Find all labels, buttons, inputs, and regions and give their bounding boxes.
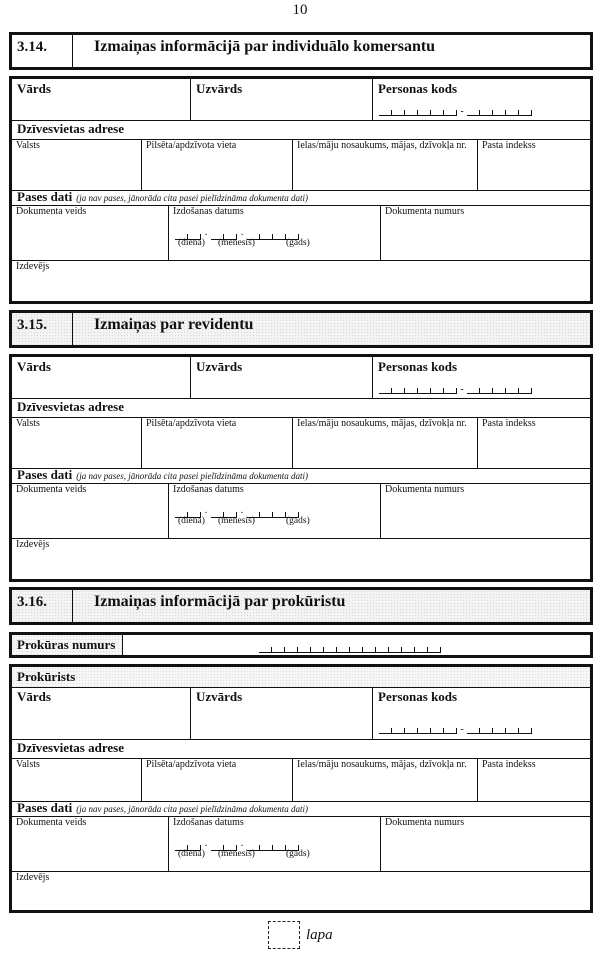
day-label: (diena) [178,238,205,248]
first-name-field[interactable] [12,357,190,398]
passport-label: Pases dati [17,467,73,482]
passport-label: Pases dati [17,189,73,204]
document-type-field[interactable] [12,816,168,871]
personal-code-label: Personas kods [378,359,458,374]
sheet-number-box[interactable] [268,921,300,949]
document-row [12,205,590,261]
procuration-number-field[interactable] [123,635,590,655]
page-number: 10 [292,2,308,18]
street-field[interactable] [292,417,477,468]
address-row [12,139,590,191]
personal-code-label: Personas kods [378,689,458,704]
section-header-3-14 [9,32,593,70]
month-label: (mēnesis) [218,849,255,859]
section-header-3-16 [9,587,593,625]
address-label: Dzīvesvietas adrese [17,121,124,136]
personal-code-field[interactable] [372,357,590,398]
section-number: 3.15. [12,313,73,345]
city-label: Pilsēta/apdzīvota vieta [146,140,237,151]
street-field[interactable] [292,139,477,190]
document-type-field[interactable] [12,205,168,260]
address-row [12,417,590,469]
procuration-number-row [9,632,593,658]
address-label: Dzīvesvietas adrese [17,399,124,414]
name-row [12,79,590,121]
document-number-field[interactable] [380,483,590,538]
country-label: Valsts [16,418,40,429]
issuer-label: Izdevējs [16,261,50,272]
document-type-field[interactable] [12,483,168,538]
city-label: Pilsēta/apdzīvota vieta [146,418,237,429]
document-row [12,816,590,872]
city-field[interactable] [141,417,292,468]
postal-code-field[interactable] [477,139,590,190]
country-field[interactable] [12,758,141,801]
issue-date-slots[interactable]: · · [175,507,299,518]
street-label: Ielas/māju nosaukums, mājas, dzīvokļa nr. [297,759,467,770]
name-row [12,687,590,740]
first-name-label: Vārds [17,81,51,96]
postal-code-label: Pasta indekss [482,140,536,151]
section-header-3-15 [9,310,593,348]
postal-code-label: Pasta indekss [482,418,536,429]
country-label: Valsts [16,140,40,151]
document-number-label: Dokumenta numurs [385,817,465,828]
document-number-field[interactable] [380,205,590,260]
section-number: 3.16. [12,590,73,622]
issue-date-field[interactable] [168,816,380,871]
issuer-label: Izdevējs [16,539,50,550]
procurator-label: Prokūrists [17,669,76,684]
personal-code-slots[interactable]: - [379,105,532,116]
city-field[interactable] [141,758,292,801]
document-row [12,483,590,539]
section-3-15-form [9,354,593,582]
personal-code-field[interactable] [372,79,590,120]
issue-date-slots[interactable]: · · [175,840,299,851]
postal-code-label: Pasta indekss [482,759,536,770]
document-type-label: Dokumenta veids [16,817,87,828]
document-number-field[interactable] [380,816,590,871]
passport-header [12,468,590,484]
procurator-header [12,667,590,688]
sheet-label: lapa [306,927,333,943]
country-field[interactable] [12,139,141,190]
street-label: Ielas/māju nosaukums, mājas, dzīvokļa nr. [297,418,467,429]
procuration-number-slots[interactable] [259,642,441,653]
issue-date-field[interactable] [168,205,380,260]
first-name-label: Vārds [17,359,51,374]
section-title: Izmaiņas informācijā par prokūristu [94,593,346,610]
last-name-label: Uzvārds [196,359,243,374]
city-label: Pilsēta/apdzīvota vieta [146,759,237,770]
address-header [12,739,590,759]
issue-date-label: Izdošanas datums [173,484,244,495]
passport-note: (ja nav pases, jānorāda cita pasei pielīdzināma dokumenta dati) [76,804,308,814]
day-label: (diena) [178,516,205,526]
issuer-field[interactable] [12,260,590,301]
year-label: (gads) [286,238,310,248]
personal-code-slots[interactable]: - [379,723,532,734]
month-label: (mēnesis) [218,238,255,248]
section-3-16-form [9,664,593,913]
procuration-number-label: Prokūras numurs [17,637,116,652]
day-label: (diena) [178,849,205,859]
issue-date-slots[interactable]: · · [175,229,299,240]
last-name-field[interactable] [190,79,372,120]
section-3-14-form [9,76,593,304]
address-header [12,120,590,140]
last-name-field[interactable] [190,357,372,398]
personal-code-field[interactable] [372,687,590,739]
last-name-label: Uzvārds [196,689,243,704]
issue-date-field[interactable] [168,483,380,538]
document-number-label: Dokumenta numurs [385,484,465,495]
document-number-label: Dokumenta numurs [385,206,465,217]
section-number: 3.14. [12,35,73,67]
city-field[interactable] [141,139,292,190]
section-title: Izmaiņas par revidentu [94,316,254,333]
address-header [12,398,590,418]
issue-date-label: Izdošanas datums [173,206,244,217]
issuer-field[interactable] [12,871,590,910]
month-label: (mēnesis) [218,516,255,526]
postal-code-field[interactable] [477,417,590,468]
passport-header [12,801,590,817]
street-field[interactable] [292,758,477,801]
country-label: Valsts [16,759,40,770]
passport-label: Pases dati [17,800,73,815]
first-name-field[interactable] [12,79,190,120]
personal-code-label: Personas kods [378,81,458,96]
address-row [12,758,590,802]
street-label: Ielas/māju nosaukums, mājas, dzīvokļa nr. [297,140,467,151]
passport-header [12,190,590,206]
issuer-field[interactable] [12,538,590,579]
document-type-label: Dokumenta veids [16,206,87,217]
document-type-label: Dokumenta veids [16,484,87,495]
last-name-field[interactable] [190,687,372,739]
year-label: (gads) [286,849,310,859]
personal-code-slots[interactable]: - [379,383,532,394]
postal-code-field[interactable] [477,758,590,801]
address-label: Dzīvesvietas adrese [17,740,124,755]
country-field[interactable] [12,417,141,468]
section-title: Izmaiņas informācijā par individuālo komersantu [94,38,436,55]
name-row [12,357,590,399]
first-name-field[interactable] [12,687,190,739]
year-label: (gads) [286,516,310,526]
issuer-label: Izdevējs [16,872,50,883]
last-name-label: Uzvārds [196,81,243,96]
first-name-label: Vārds [17,689,51,704]
issue-date-label: Izdošanas datums [173,817,244,828]
passport-note: (ja nav pases, jānorāda cita pasei pielīdzināma dokumenta dati) [76,471,308,481]
passport-note: (ja nav pases, jānorāda cita pasei pielīdzināma dokumenta dati) [76,193,308,203]
